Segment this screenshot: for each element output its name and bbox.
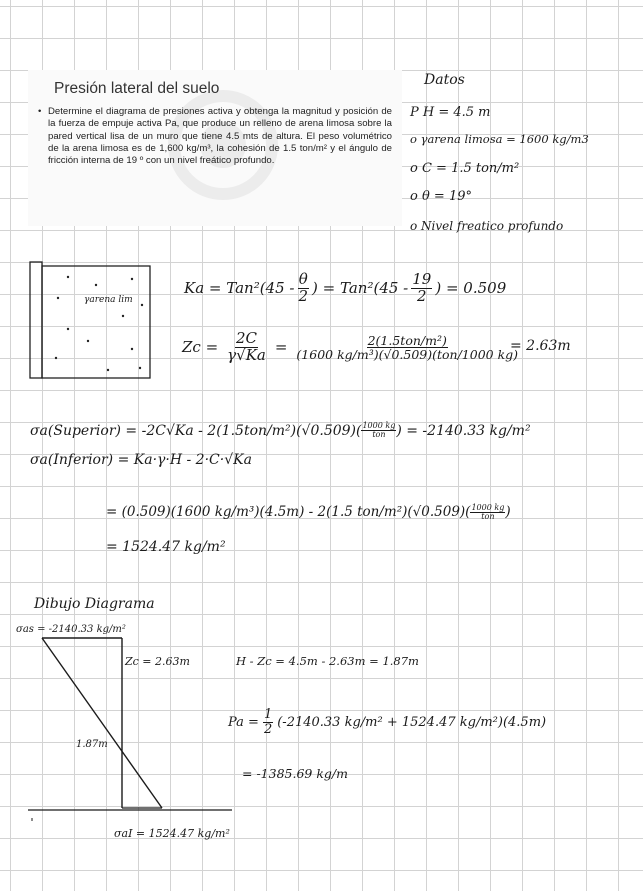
ka-two: 2 bbox=[298, 286, 309, 305]
pa-lhs: Pa = bbox=[228, 714, 259, 730]
diagram-h-minus-zc: H - Zc = 4.5m - 2.63m = 1.87m bbox=[236, 654, 419, 668]
zc-den1: γ√Ka bbox=[227, 345, 266, 364]
pa-half-num: 1 bbox=[263, 707, 273, 722]
dato-nivel-freatico: o Nivel freatico profundo bbox=[410, 219, 564, 233]
sigma-inferior-substitution bbox=[106, 504, 511, 522]
sigma-superior-result: ) = -2140.33 kg/m² bbox=[396, 422, 531, 439]
dato-altura: P H = 4.5 m bbox=[410, 105, 491, 120]
zc-den2: (1600 kg/m³)(√0.509)(ton/1000 kg) bbox=[296, 346, 519, 362]
sigma-superior-equation bbox=[30, 422, 531, 440]
datos-title: Datos bbox=[424, 72, 465, 88]
zc-num2: 2(1.5ton/m²) bbox=[367, 332, 447, 348]
sigma-inferior-equation: σa(Inferior) = Ka·γ·H - 2·C·√Ka bbox=[30, 452, 252, 468]
calc1-close: ) bbox=[505, 504, 511, 521]
zc-eq: = bbox=[274, 337, 288, 356]
calc1-conv-num: 1000 kg bbox=[471, 503, 505, 512]
problem-statement-text: Determine el diagrama de presiones activa y obtenga la magnitud y posición de la fuerza de empuje activa Pa, que produce un relleno de arena limosa sobre la pared vertical lisa de un muro que tiene 4.5 mts de altura. El peso volumétrico de la arena limosa es de 1,600 kg/m³, la cohesión de 1.5 ton/m² y el ángulo de fricción interna de 19 º con un nivel freático profundo. bbox=[48, 106, 392, 167]
diagram-title: Dibujo Diagrama bbox=[34, 596, 155, 612]
dato-angulo-friccion: o θ = 19° bbox=[410, 189, 472, 204]
problem-title: Presión lateral del suelo bbox=[54, 80, 220, 97]
ka-equation bbox=[184, 272, 506, 305]
wall-sketch bbox=[28, 258, 154, 382]
sigma-superior-conv-den: ton bbox=[372, 430, 386, 440]
diagram-sigma-inferior-label: σaI = 1524.47 kg/m² bbox=[114, 827, 230, 840]
bullet: • bbox=[38, 106, 42, 117]
wall-fill-label: γarena lim bbox=[84, 295, 133, 305]
zc-result: = 2.63m bbox=[510, 338, 571, 354]
calc1-conversion bbox=[470, 504, 505, 522]
zc-num1: 2C bbox=[235, 329, 258, 347]
ka-two-b: 2 bbox=[417, 286, 427, 305]
pa-half-den: 2 bbox=[263, 721, 273, 737]
sigma-superior-conversion bbox=[361, 422, 396, 440]
ka-theta: θ bbox=[298, 270, 308, 288]
sigma-superior-text: σa(Superior) = -2C√Ka - 2(1.5ton/m²)(√0.509)( bbox=[30, 422, 362, 439]
ka-theta-over-2 bbox=[298, 272, 310, 305]
calc1-text: = (0.509)(1600 kg/m³)(4.5m) - 2(1.5 ton/m²)(√0.509)( bbox=[106, 504, 471, 521]
diagram-zc-label: Zc = 2.63m bbox=[125, 655, 190, 668]
zc-lhs: Zc = bbox=[182, 337, 219, 356]
calc1-conv-den: ton bbox=[481, 512, 495, 522]
pa-rhs: (-2140.33 kg/m² + 1524.47 kg/m²)(4.5m) bbox=[277, 714, 547, 730]
zc-formula bbox=[226, 331, 267, 364]
problem-statement bbox=[38, 106, 392, 167]
ka-19-over-2 bbox=[411, 272, 432, 305]
ka-result: ) = 0.509 bbox=[435, 278, 507, 297]
diagram-depth-label: 1.87m bbox=[76, 739, 108, 750]
dato-peso-volumetrico: o γarena limosa = 1600 kg/m3 bbox=[410, 132, 589, 146]
ka-lhs: Ka = Tan²(45 - bbox=[184, 278, 295, 297]
ka-mid: ) = Tan²(45 - bbox=[312, 278, 409, 297]
diagram-sigma-superior-label: σas = -2140.33 kg/m² bbox=[16, 624, 126, 635]
dato-cohesion: o C = 1.5 ton/m² bbox=[410, 161, 520, 176]
ka-19: 19 bbox=[412, 270, 432, 288]
zc-equation bbox=[182, 331, 519, 364]
sigma-superior-conv-num: 1000 kg bbox=[362, 421, 396, 430]
pa-equation bbox=[228, 708, 546, 736]
problem-box bbox=[28, 70, 402, 226]
pa-result: = -1385.69 kg/m bbox=[242, 766, 348, 781]
zc-substitution bbox=[295, 334, 519, 361]
sigma-inferior-result: = 1524.47 kg/m² bbox=[106, 539, 226, 555]
pa-half bbox=[263, 708, 273, 736]
